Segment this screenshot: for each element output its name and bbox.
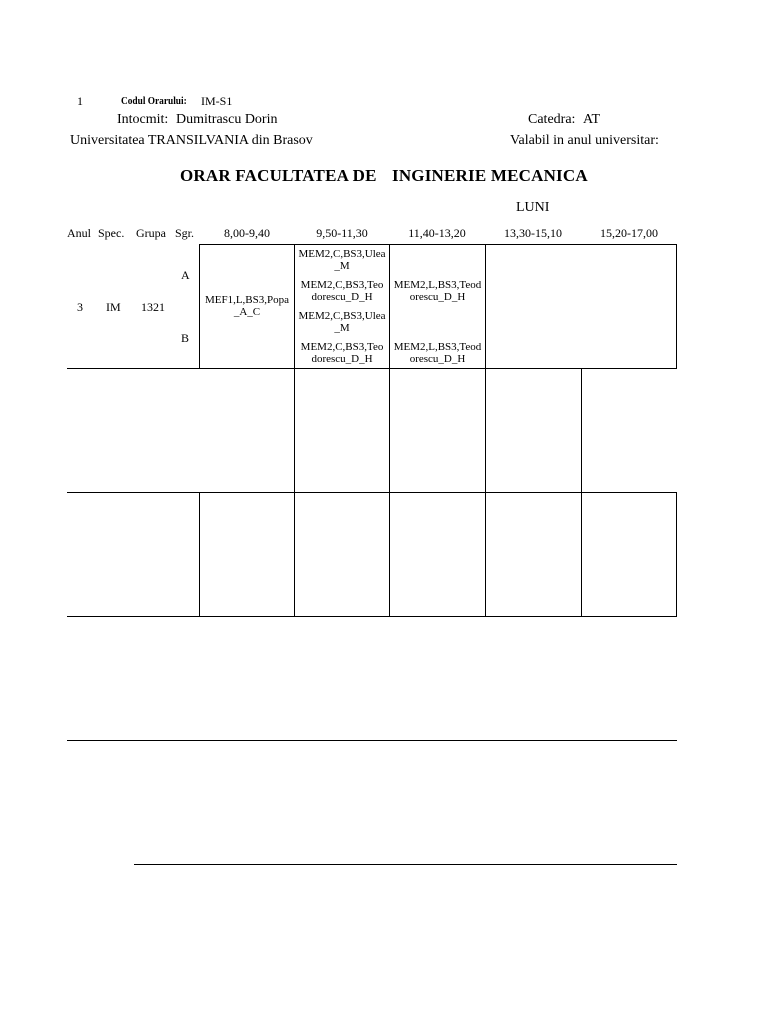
university-name: Universitatea TRANSILVANIA din Brasov (70, 133, 313, 148)
row-divider-3 (67, 616, 677, 617)
page-number: 1 (77, 94, 83, 108)
grid-line (581, 492, 582, 616)
cell-slot1: MEF1,L,BS3,Popa _A_C (204, 294, 290, 318)
cell-anul: 3 (77, 300, 83, 314)
col-header-spec: Spec. (98, 226, 125, 240)
cell-spec: IM (106, 300, 121, 314)
row-divider-2 (67, 492, 677, 493)
col-header-sgr: Sgr. (175, 226, 195, 240)
prepared-value: Dumitrascu Dorin (176, 112, 278, 127)
row-divider-5 (134, 864, 677, 865)
department-label: Catedra: (528, 112, 576, 127)
col-header-grupa: Grupa (136, 226, 166, 240)
cell-slot2-a1: MEM2,C,BS3,Ulea _M (298, 248, 386, 272)
cell-slot2-a2: MEM2,C,BS3,Teo dorescu_D_H (300, 279, 384, 303)
grid-line (676, 492, 677, 616)
cell-slot2-b2: MEM2,C,BS3,Teo dorescu_D_H (300, 341, 384, 365)
col-header-slot5: 15,20-17,00 (600, 226, 658, 240)
page-title-part1: ORAR FACULTATEA DE (180, 166, 377, 185)
grid-line (676, 244, 677, 368)
row-divider-4 (67, 740, 677, 741)
grid-line (294, 492, 295, 616)
prepared-label: Intocmit: (117, 112, 169, 127)
cell-slot3-b: MEM2,L,BS3,Teod orescu_D_H (393, 341, 482, 365)
header-rule (199, 244, 677, 245)
code-value: IM-S1 (201, 94, 233, 108)
row-divider-1 (67, 368, 677, 369)
col-header-slot4: 13,30-15,10 (504, 226, 562, 240)
cell-slot3-a: MEM2,L,BS3,Teod orescu_D_H (393, 279, 482, 303)
cell-subgroup-a: A (181, 268, 190, 282)
col-header-slot1: 8,00-9,40 (224, 226, 270, 240)
grid-line (581, 368, 582, 492)
department-value: AT (583, 112, 601, 127)
col-header-slot2: 9,50-11,30 (316, 226, 368, 240)
cell-slot2-b1: MEM2,C,BS3,Ulea _M (298, 310, 386, 334)
col-header-anul: Anul (67, 226, 91, 240)
cell-subgroup-b: B (181, 331, 190, 345)
code-label: Codul Orarului: (121, 95, 187, 107)
cell-grupa: 1321 (141, 300, 165, 314)
grid-line (485, 244, 486, 492)
day-label: LUNI (516, 200, 550, 215)
page-title-part2: INGINERIE MECANICA (392, 166, 588, 185)
valid-year-label: Valabil in anul universitar: (510, 133, 659, 148)
grid-line (389, 492, 390, 616)
grid-line (199, 492, 200, 616)
col-header-slot3: 11,40-13,20 (408, 226, 466, 240)
grid-line (485, 492, 486, 616)
